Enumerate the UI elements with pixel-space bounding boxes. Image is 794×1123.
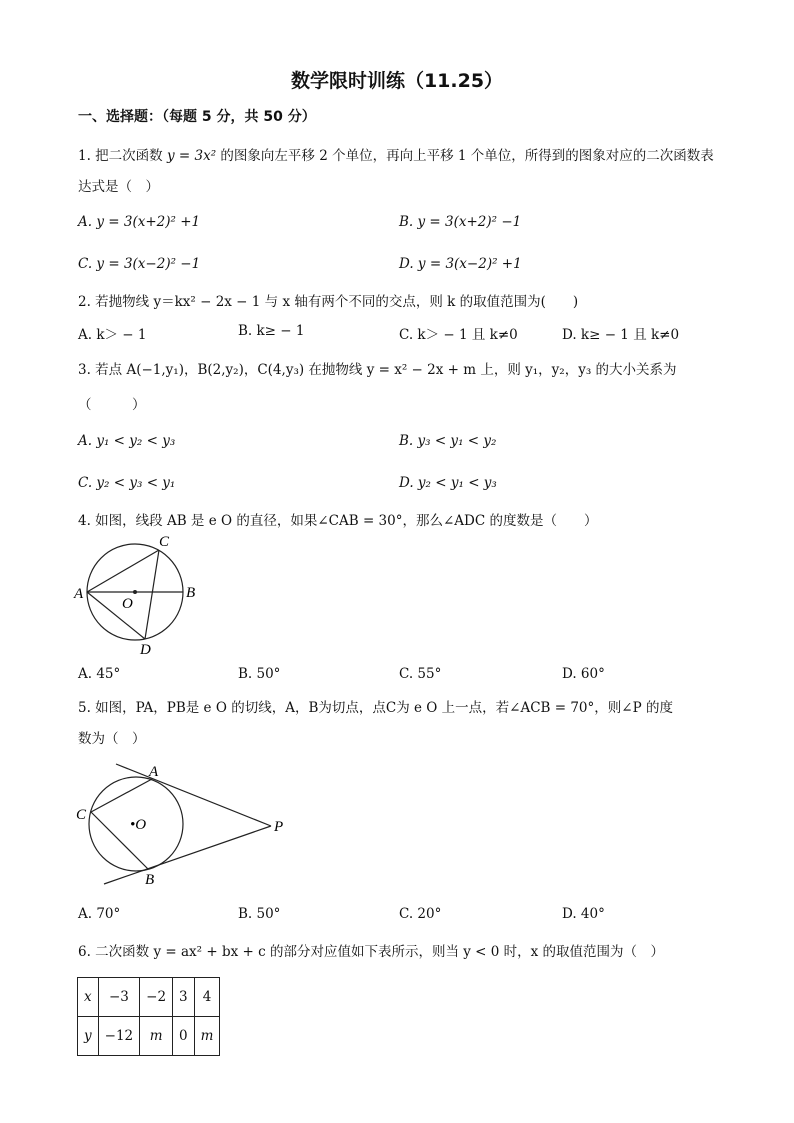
q3-line2: （ ） [78,397,146,413]
q4-option-a[interactable]: A. 45° [78,666,121,682]
section-heading: 一、选择题：（每题 5 分，共 50 分） [78,109,316,125]
q4-segment-ac [87,550,159,592]
q4-label-d: D [140,642,151,658]
q3-option-b[interactable]: B. y₃ < y₁ < y₂ [399,433,497,449]
q5-label-c: C [76,807,87,823]
q6-value-table [77,977,220,1056]
q1-option-d[interactable]: D. y = 3(x−2)² +1 [399,256,522,272]
q5-line2: 数为（ ） [78,731,146,747]
question-4: 4. 如图，线段 AB 是 e O 的直径，如果∠CAB = 30°，那么∠ADC 的度数是（ ） [78,513,598,529]
page-title: 数学限时训练（11.25） [290,70,504,92]
q4-center-point [133,590,137,594]
q5-option-a[interactable]: A. 70° [78,906,121,922]
question-2: 2. 若抛物线 y＝kx² − 2x − 1 与 x 轴有两个不同的交点，则 k 的取值范围为( ) [78,294,579,310]
q1-line2: 达式是（ ） [78,179,159,195]
q1-option-a[interactable]: A. y = 3(x+2)² +1 [78,214,201,230]
q5-label-b: B [145,872,155,888]
table-cell: m [194,1017,220,1056]
table-cell: 3 [173,978,195,1017]
q2-option-b[interactable]: B. k≥ − 1 [238,323,305,339]
q4-label-b: B [186,585,196,601]
question-1 [78,146,714,166]
table-cell: y [78,1017,99,1056]
question-6: 6. 二次函数 y = ax² + bx + c 的部分对应值如下表所示，则当 y < 0 时，x 的取值范围为（ ） [78,944,665,960]
table-cell: x [78,978,99,1017]
q1-func: y = 3x² [166,148,217,164]
q5-label-p: P [274,819,284,835]
q5-segment-ca [91,779,152,812]
q4-label-o: O [122,596,133,612]
table-row [78,978,220,1017]
q4-segment-cd [145,550,159,639]
table-cell: −12 [98,1017,140,1056]
q5-label-o: •O [130,817,147,833]
q1-option-b[interactable]: B. y = 3(x+2)² −1 [399,214,522,230]
question-5: 5. 如图，PA，PB是 e O 的切线，A，B为切点，点C为 e O 上一点，若∠ACB = 70°，则∠P 的度 [78,700,673,716]
table-cell: 0 [173,1017,195,1056]
q2-option-a[interactable]: A. k＞ − 1 [78,327,147,343]
q5-option-b[interactable]: B. 50° [238,906,281,922]
q4-option-b[interactable]: B. 50° [238,666,281,682]
table-cell: −3 [98,978,140,1017]
q3-option-d[interactable]: D. y₂ < y₁ < y₃ [399,475,497,491]
q5-tangent-pb [104,826,271,884]
q4-label-c: C [159,534,170,550]
table-row [78,1017,220,1056]
q4-option-c[interactable]: C. 55° [399,666,442,682]
q2-option-c[interactable]: C. k＞ − 1 且 k≠0 [399,327,518,343]
q4-segment-ad [87,592,145,639]
q1-prefix: 1. 把二次函数 [78,148,163,164]
q3-option-a[interactable]: A. y₁ < y₂ < y₃ [78,433,176,449]
table-cell: −2 [140,978,173,1017]
table-cell: m [140,1017,173,1056]
q5-label-a: A [149,764,159,780]
question-3: 3. 若点 A(−1,y₁)，B(2,y₂)，C(4,y₃) 在抛物线 y = x² − 2x + m 上，则 y₁，y₂，y₃ 的大小关系为 [78,362,677,378]
q4-circle-figure [72,532,202,660]
q5-option-d[interactable]: D. 40° [562,906,605,922]
q4-option-d[interactable]: D. 60° [562,666,605,682]
q1-option-c[interactable]: C. y = 3(x−2)² −1 [78,256,201,272]
q2-option-d[interactable]: D. k≥ − 1 且 k≠0 [562,327,680,343]
table-cell: 4 [194,978,220,1017]
q1-suffix: 的图象向左平移 2 个单位，再向上平移 1 个单位，所得到的图象对应的二次函数表 [220,148,714,164]
q5-tangent-figure [72,760,297,890]
q4-label-a: A [74,586,84,602]
q5-option-c[interactable]: C. 20° [399,906,442,922]
q3-option-c[interactable]: C. y₂ < y₃ < y₁ [78,475,176,491]
